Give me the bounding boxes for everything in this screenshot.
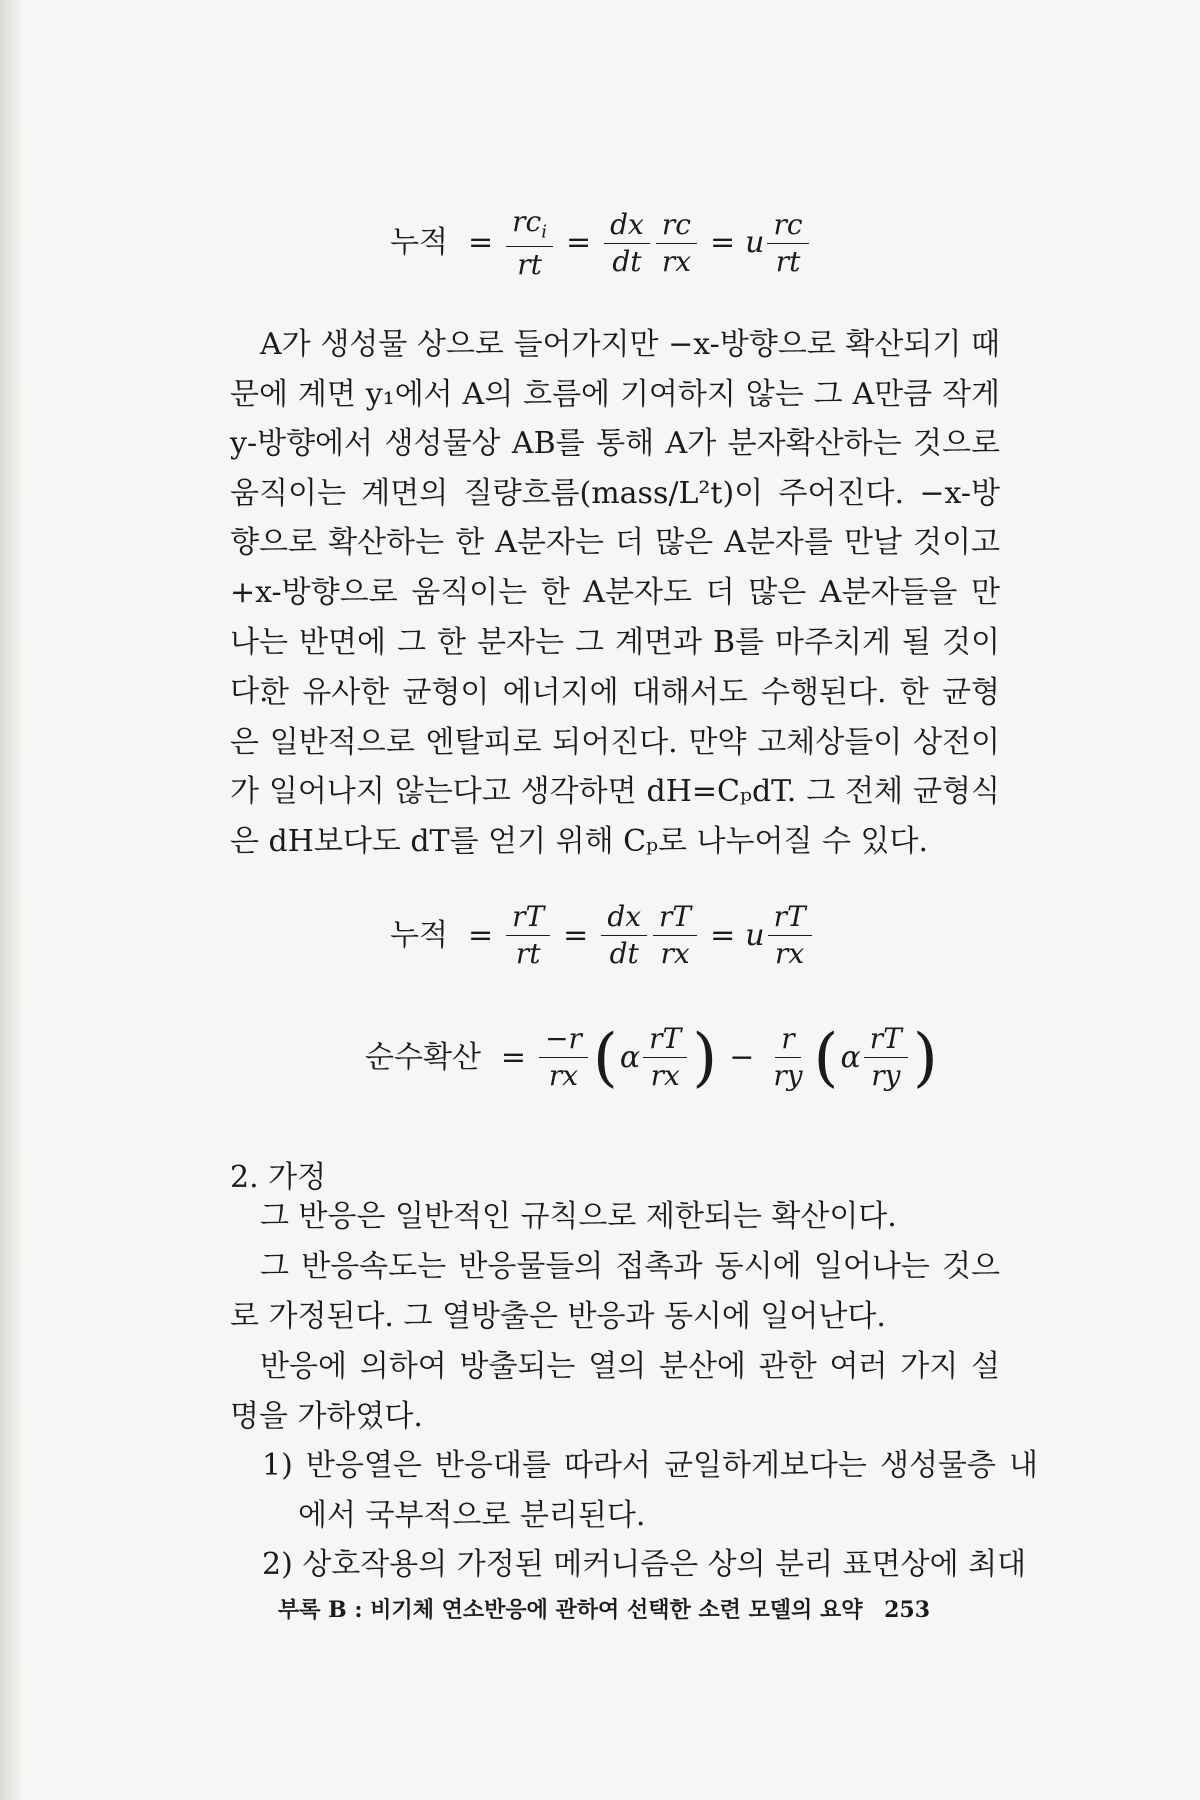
- numerator: rc: [767, 211, 808, 244]
- denominator: rt: [515, 937, 541, 970]
- page-gutter-shadow: [0, 0, 24, 1800]
- numerator: rT: [653, 903, 697, 936]
- equals-sign: =: [710, 225, 736, 261]
- denominator: dt: [609, 937, 639, 970]
- denominator: rt: [517, 247, 542, 281]
- numerator: dx: [601, 903, 647, 936]
- left-parenthesis: (: [813, 1020, 839, 1095]
- velocity-coefficient: u: [745, 917, 765, 953]
- numbered-item-2: 2) 상호작용의 가정된 메커니즘은 상의 분리 표면상에 최대: [262, 1547, 1027, 1582]
- section-heading: 2. 가정: [230, 1160, 327, 1195]
- numerator: −r: [539, 1025, 588, 1058]
- running-title: 부록 B : 비기체 연소반응에 관하여 선택한 소련 모델의 요약: [278, 1597, 863, 1623]
- fraction: [768, 900, 812, 970]
- numerator: rT: [506, 903, 550, 936]
- numerator: rc: [656, 211, 697, 244]
- body-paragraph-mass-flow: A가 생성물 상으로 들어가지만 −x-방향으로 확산되기 때문에 계면 y₁에서 A의 흐름에 기여하지 않는 그 A만큼 작게 y-방향에서 생성물상 AB를 통해 A가 분자확산하는 것으로 움직이는 계면의 질량흐름(mass/L²t)이 주어진다. −x-방향으로 확산하는 한 A분자는 더 많은 A분자를 만날 것이고 +x-방향으로 움직이는 한 A분자도 더 많은 A분자들을 만나는 반면에 그 한 분자는 그 계면과 B를 마주치게 될 것이다.: [230, 327, 1000, 710]
- minus-sign: −: [729, 1039, 755, 1075]
- equation-accumulation-temperature: [390, 900, 815, 970]
- denominator: dt: [612, 244, 642, 278]
- fraction: [767, 1022, 808, 1092]
- equals-sign: =: [565, 225, 592, 261]
- numerator: rT: [864, 1025, 908, 1058]
- equals-sign: =: [710, 917, 736, 953]
- fraction: [539, 1022, 588, 1092]
- equals-sign: =: [500, 1039, 527, 1075]
- page-number: 253: [884, 1597, 931, 1623]
- right-parenthesis: ): [692, 1020, 718, 1095]
- equals-sign: =: [467, 225, 494, 261]
- denominator: rt: [775, 244, 801, 278]
- body-paragraph-energy-balance: 한 유사한 균형이 에너지에 대해서도 수행된다. 한 균형은 일반적으로 엔탈피로 되어진다. 만약 고체상들이 상전이가 일어나지 않는다고 생각하면 dH=CₚdT. 그 전체 균형식은 dH보다도 dT를 얻기 위해 Cₚ로 나누어질 수 있다.: [230, 675, 1000, 859]
- denominator: rx: [548, 1059, 579, 1092]
- numerator: rT: [643, 1025, 687, 1058]
- fraction: [767, 207, 808, 278]
- left-parenthesis: (: [592, 1020, 618, 1095]
- denominator: ry: [871, 1059, 901, 1092]
- fraction: [506, 205, 553, 281]
- running-footer: [278, 1593, 930, 1624]
- fraction: [643, 1022, 687, 1092]
- equation-lhs: 누적: [390, 225, 448, 261]
- right-parenthesis: ): [912, 1020, 938, 1095]
- subscript: i: [541, 221, 547, 243]
- fraction: [604, 207, 650, 278]
- denominator: rx: [650, 1059, 680, 1092]
- numerator: dx: [604, 211, 650, 244]
- denominator: ry: [773, 1059, 803, 1092]
- body-paragraph-assumption-3: 반응에 의하여 방출되는 열의 분산에 관한 여러 가지 설명을 가하였다.: [230, 1349, 1000, 1434]
- numerator: rT: [768, 903, 812, 936]
- alpha-symbol: α: [840, 1039, 861, 1075]
- velocity-coefficient: u: [745, 225, 765, 261]
- body-paragraph-assumption-1: 그 반응은 일반적인 규칙으로 제한되는 확산이다.: [260, 1199, 897, 1234]
- fraction: [601, 900, 647, 970]
- fraction: [506, 900, 550, 970]
- equation-lhs: 순수확산: [365, 1039, 481, 1075]
- equation-accumulation-concentration: [390, 205, 812, 281]
- equation-lhs: 누적: [390, 917, 448, 953]
- equals-sign: =: [467, 917, 494, 953]
- fraction: [864, 1022, 908, 1092]
- numbered-item-1: 1) 반응열은 반응대를 따라서 균일하게보다는 생성물층 내에서 국부적으로 분리된다.: [262, 1448, 1038, 1533]
- denominator: rx: [660, 937, 690, 970]
- alpha-symbol: α: [619, 1039, 641, 1075]
- fraction: [656, 207, 697, 278]
- fraction: [653, 900, 697, 970]
- equals-sign: =: [563, 917, 589, 953]
- body-paragraph-assumption-2: 그 반응속도는 반응물들의 접촉과 동시에 일어나는 것으로 가정된다. 그 열방출은 반응과 동시에 일어난다.: [230, 1249, 1000, 1334]
- equation-net-diffusion: [365, 1020, 940, 1095]
- numerator: rc: [512, 205, 542, 238]
- numerator: r: [775, 1025, 800, 1058]
- denominator: rx: [775, 937, 805, 970]
- denominator: rx: [661, 244, 691, 278]
